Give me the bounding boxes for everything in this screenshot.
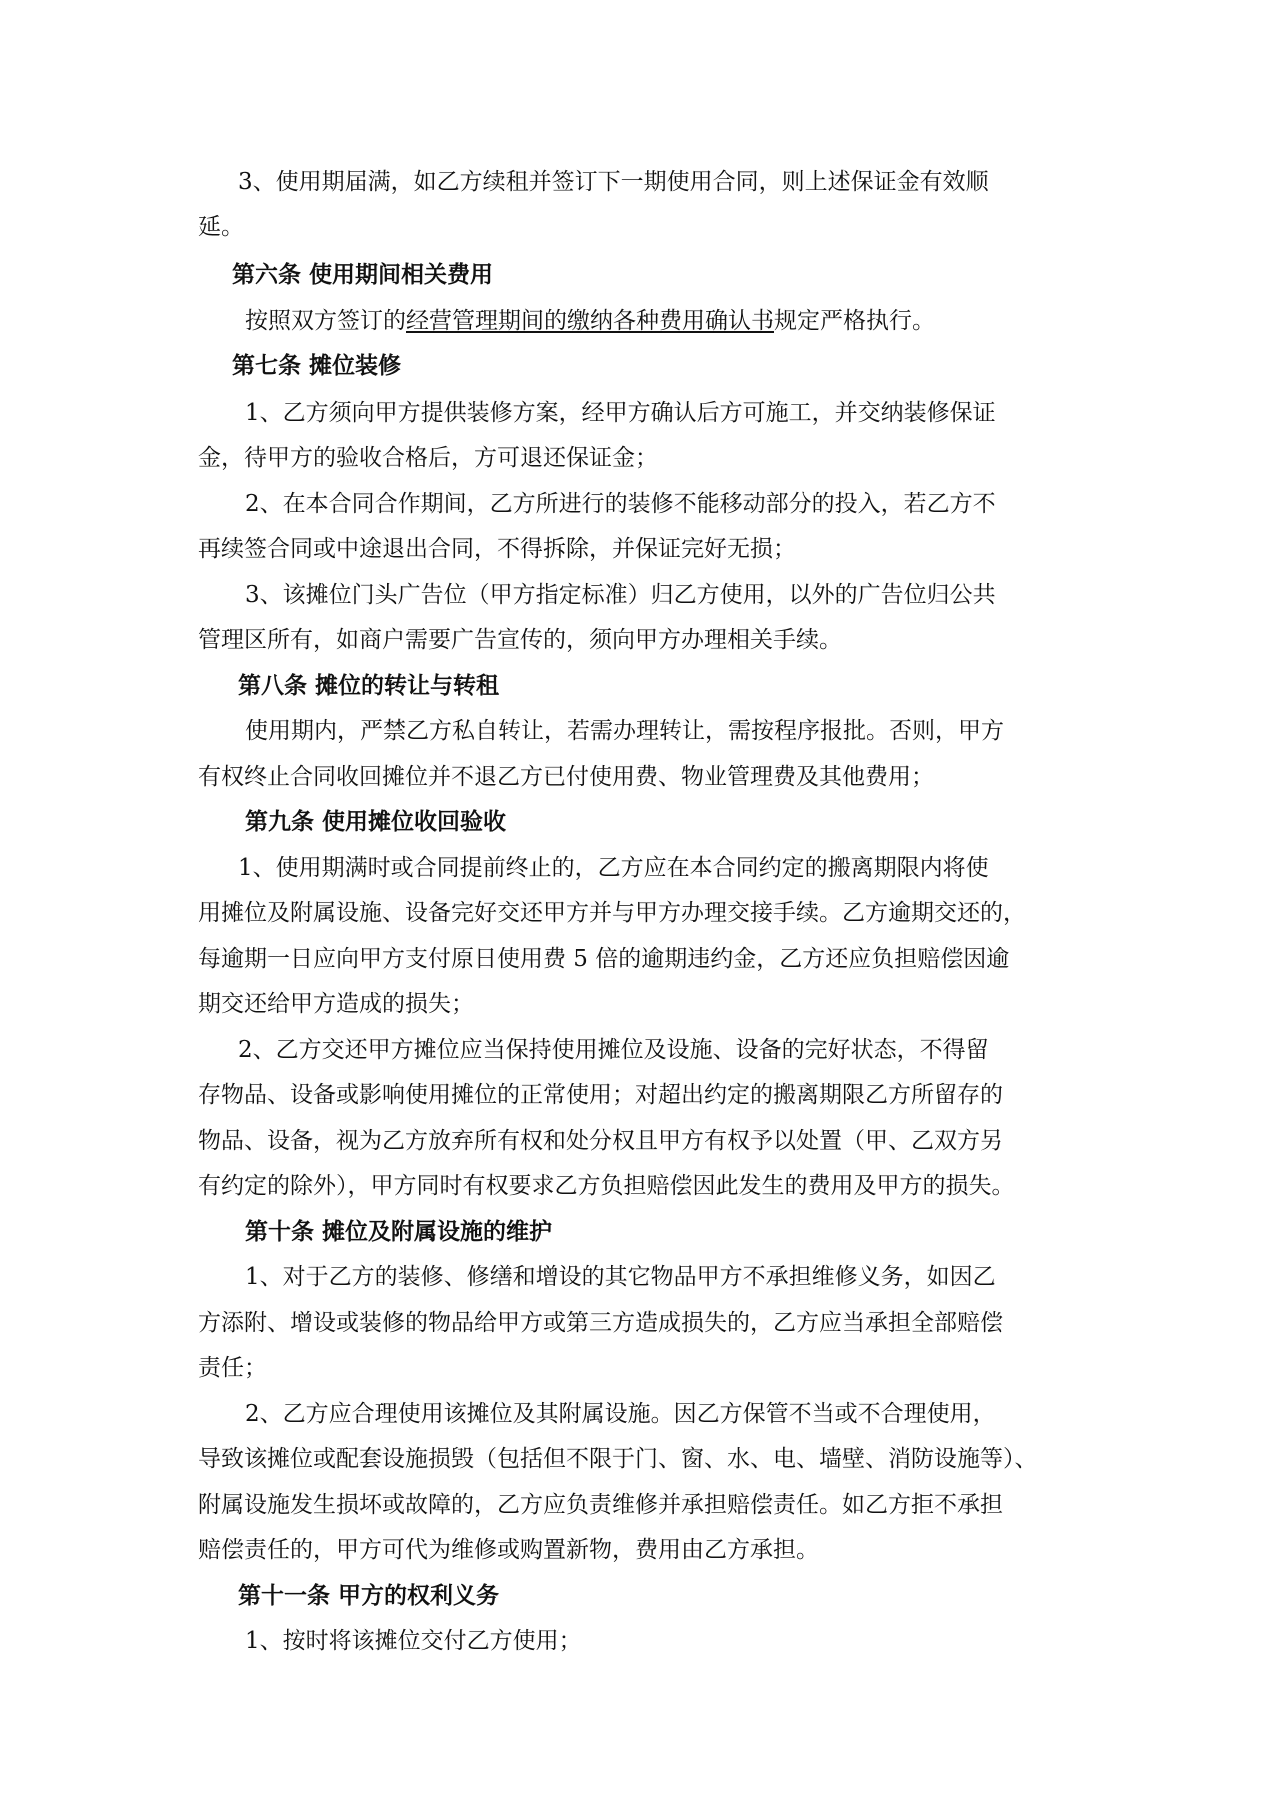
- text-line: 使用期内，严禁乙方私自转让，若需办理转让，需按程序报批。否则，甲方: [245, 718, 1004, 744]
- section-heading: 第八条 摊位的转让与转租: [238, 672, 500, 699]
- text-line: 再续签合同或中途退出合同，不得拆除，并保证完好无损；: [198, 536, 796, 562]
- text-line: 用摊位及附属设施、设备完好交还甲方并与甲方办理交接手续。乙方逾期交还的，: [198, 900, 1026, 926]
- text-segment: 按照双方签订的: [245, 308, 406, 334]
- text-line: 每逾期一日应向甲方支付原日使用费 5 倍的逾期违约金，乙方还应负担赔偿因逾: [198, 946, 1010, 972]
- referenced-document-title: 经营管理期间的缴纳各种费用确认书: [406, 308, 774, 334]
- text-segment: 规定严格执行。: [774, 308, 935, 334]
- text-line: 1、按时将该摊位交付乙方使用；: [245, 1628, 582, 1654]
- section-heading: 第九条 使用摊位收回验收: [245, 808, 507, 835]
- text-line: 1、乙方须向甲方提供装修方案，经甲方确认后方可施工，并交纳装修保证: [245, 400, 996, 426]
- text-line: 有约定的除外），甲方同时有权要求乙方负担赔偿因此发生的费用及甲方的损失。: [198, 1173, 1015, 1199]
- text-line: 2、乙方应合理使用该摊位及其附属设施。因乙方保管不当或不合理使用，: [245, 1401, 996, 1427]
- text-line: 1、对于乙方的装修、修缮和增设的其它物品甲方不承担维修义务，如因乙: [245, 1264, 996, 1290]
- text-line: 3、该摊位门头广告位（甲方指定标准）归乙方使用，以外的广告位归公共: [245, 582, 996, 608]
- text-line: 2、乙方交还甲方摊位应当保持使用摊位及设施、设备的完好状态，不得留: [238, 1037, 989, 1063]
- text-line: 存物品、设备或影响使用摊位的正常使用；对超出约定的搬离期限乙方所留存的: [198, 1082, 1003, 1108]
- text-line: 金，待甲方的验收合格后，方可退还保证金；: [198, 445, 658, 471]
- text-line: [245, 304, 935, 338]
- section-heading: 第十条 摊位及附属设施的维护: [245, 1218, 553, 1245]
- section-heading: 第六条 使用期间相关费用: [232, 261, 494, 288]
- section-heading: 第十一条 甲方的权利义务: [238, 1582, 500, 1609]
- text-line: 导致该摊位或配套设施损毁（包括但不限于门、窗、水、电、墙壁、消防设施等）、: [198, 1446, 1038, 1472]
- section-heading: 第七条 摊位装修: [232, 352, 402, 379]
- text-line: 有权终止合同收回摊位并不退乙方已付使用费、物业管理费及其他费用；: [198, 764, 934, 790]
- text-line: 物品、设备，视为乙方放弃所有权和处分权且甲方有权予以处置（甲、乙双方另: [198, 1128, 1003, 1154]
- text-line: 赔偿责任的，甲方可代为维修或购置新物，费用由乙方承担。: [198, 1537, 819, 1563]
- text-line: 附属设施发生损坏或故障的，乙方应负责维修并承担赔偿责任。如乙方拒不承担: [198, 1492, 1003, 1518]
- text-line: 延。: [198, 214, 244, 240]
- text-line: 责任；: [198, 1355, 267, 1381]
- text-line: 2、在本合同合作期间，乙方所进行的装修不能移动部分的投入，若乙方不: [245, 491, 996, 517]
- text-line: 管理区所有，如商户需要广告宣传的，须向甲方办理相关手续。: [198, 627, 842, 653]
- text-line: 期交还给甲方造成的损失；: [198, 991, 474, 1017]
- text-line: 方添附、增设或装修的物品给甲方或第三方造成损失的，乙方应当承担全部赔偿: [198, 1310, 1003, 1336]
- text-line: 1、使用期满时或合同提前终止的，乙方应在本合同约定的搬离期限内将使: [238, 855, 989, 881]
- text-line: 3、使用期届满，如乙方续租并签订下一期使用合同，则上述保证金有效顺: [238, 169, 989, 195]
